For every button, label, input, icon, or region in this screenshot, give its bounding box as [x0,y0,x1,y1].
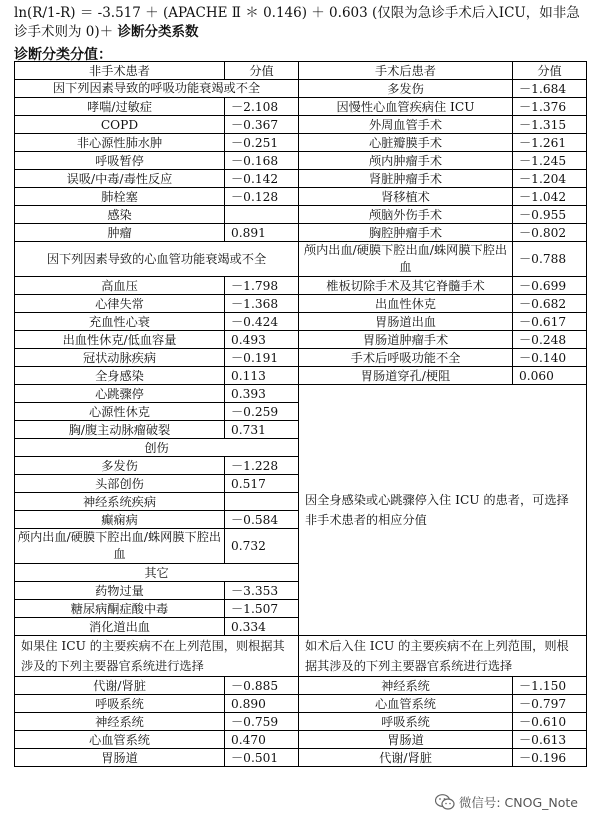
nonsurgical-score: －2.108 [225,98,299,116]
nonsurgical-score: 0.493 [225,331,299,349]
table-row [15,277,587,295]
table-row [15,152,587,170]
postsurgical-diagnosis: 椎板切除手术及其它脊髓手术 [299,277,513,295]
postsurgical-diagnosis: 因慢性心血管疾病住 ICU [299,98,513,116]
nonsurgical-score: －1.507 [225,600,299,618]
nonsurgical-score: 0.334 [225,618,299,636]
postsurgical-score: －0.613 [513,731,587,749]
table-row [15,188,587,206]
table-row [15,349,587,367]
nonsurgical-diagnosis: 肿瘤 [15,224,225,242]
nonsurgical-diagnosis: 头部创伤 [15,475,225,493]
postsurgical-diagnosis: 颅脑外伤手术 [299,206,513,224]
table-header-row [15,62,587,80]
postsurgical-score: －1.150 [513,677,587,695]
nonsurgical-diagnosis: 感染 [15,206,225,224]
table-row [15,331,587,349]
postsurgical-score: －1.042 [513,188,587,206]
nonsurgical-diagnosis: 冠状动脉疾病 [15,349,225,367]
nonsurgical-organ-system: 呼吸系统 [15,695,225,713]
nonsurgical-diagnosis: COPD [15,116,225,134]
nonsurgical-score: 0.731 [225,421,299,439]
postsurgical-score: －0.802 [513,224,587,242]
table-row [15,170,587,188]
nonsurgical-score: －0.191 [225,349,299,367]
table-row [15,116,587,134]
nonsurgical-score: －0.584 [225,511,299,529]
nonsurgical-score: －0.501 [225,749,299,767]
nonsurgical-score: －0.142 [225,170,299,188]
postsurgical-diagnosis: 胃肠道肿瘤手术 [299,331,513,349]
postsurgical-diagnosis: 出血性休克 [299,295,513,313]
nonsurgical-diagnosis: 呼吸暂停 [15,152,225,170]
postsurgical-diagnosis: 肾脏肿瘤手术 [299,170,513,188]
watermark-text: 微信号: CNOG_Note [458,795,578,810]
nonsurgical-organ-system: 神经系统 [15,713,225,731]
table-row [15,713,587,731]
nonsurgical-diagnosis: 全身感染 [15,367,225,385]
organ-system-note-left: 如果住 ICU 的主要疾病不在上列范围，则根据其涉及的下列主要器官系统进行选择 [15,636,299,677]
table-row [15,313,587,331]
nonsurgical-score: 0.732 [225,529,299,564]
nonsurgical-score: －1.368 [225,295,299,313]
organ-system-note-right: 如术后入住 ICU 的主要疾病不在上列范围，则根据其涉及的下列主要器官系统进行选择 [299,636,587,677]
nonsurgical-score: 0.890 [225,695,299,713]
table-row [15,242,587,277]
table-row [15,749,587,767]
formula-body: ln(R/1-R) ＝ -3.517 ＋ (APACHE Ⅱ ＊ 0.146) ＋ 0.603 (仅限为急诊手术后入ICU，如非急诊手术则为 0)＋ [14,5,580,40]
formula-text [14,4,584,42]
postsurgical-score: －1.245 [513,152,587,170]
nonsurgical-diagnosis: 药物过量 [15,582,225,600]
nonsurgical-diagnosis: 癫痫病 [15,511,225,529]
postsurgical-diagnosis: 胸腔肿瘤手术 [299,224,513,242]
postsurgical-diagnosis: 多发伤 [299,80,513,98]
nonsurgical-diagnosis: 哮喘/过敏症 [15,98,225,116]
formula-bold-tail: 诊断分类系数 [117,24,199,40]
nonsurgical-score: 0.113 [225,367,299,385]
nonsurgical-diagnosis: 心源性休克 [15,403,225,421]
postsurgical-diagnosis: 心脏瓣膜手术 [299,134,513,152]
nonsurgical-score: －0.251 [225,134,299,152]
nonsurgical-diagnosis: 高血压 [15,277,225,295]
nonsurgical-score: －0.128 [225,188,299,206]
nonsurgical-diagnosis: 消化道出血 [15,618,225,636]
postsurgical-organ-system: 胃肠道 [299,731,513,749]
nonsurgical-score [225,493,299,511]
section-heading: 诊断分类分值： [14,47,112,63]
category-heading-left: 因下列因素导致的呼吸功能衰竭或不全 [15,80,299,98]
nonsurgical-score: 0.393 [225,385,299,403]
nonsurgical-score: －0.885 [225,677,299,695]
postsurgical-diagnosis: 颅内出血/硬膜下腔出血/蛛网膜下腔出血 [299,242,513,277]
postsurgical-organ-system: 心血管系统 [299,695,513,713]
header-score-right: 分值 [513,62,587,80]
postsurgical-score: －0.617 [513,313,587,331]
postsurgical-organ-system: 神经系统 [299,677,513,695]
postsurgical-score: －1.261 [513,134,587,152]
nonsurgical-diagnosis: 心律失常 [15,295,225,313]
nonsurgical-diagnosis: 神经系统疾病 [15,493,225,511]
table-row [15,677,587,695]
nonsurgical-score: －0.367 [225,116,299,134]
nonsurgical-score: 0.470 [225,731,299,749]
diagnosis-score-table [14,61,587,767]
nonsurgical-diagnosis: 肺栓塞 [15,188,225,206]
postsurgical-score: －0.797 [513,695,587,713]
table-row [15,295,587,313]
postsurgical-organ-system: 呼吸系统 [299,713,513,731]
postsurgical-score: －1.315 [513,116,587,134]
table-row [15,224,587,242]
postsurgical-score: －0.955 [513,206,587,224]
table-row [15,695,587,713]
nonsurgical-score: 0.891 [225,224,299,242]
table-row [15,367,587,385]
nonsurgical-score: －0.759 [225,713,299,731]
header-nonsurgical: 非手术患者 [15,62,225,80]
postsurgical-diagnosis: 手术后呼吸功能不全 [299,349,513,367]
category-heading-left: 其它 [15,564,299,582]
postsurgical-diagnosis: 外周血管手术 [299,116,513,134]
nonsurgical-score: 0.517 [225,475,299,493]
table-row [15,134,587,152]
postsurgical-score: －0.699 [513,277,587,295]
postsurgical-score: －0.196 [513,749,587,767]
postsurgical-score: －1.376 [513,98,587,116]
category-heading-left: 创伤 [15,439,299,457]
nonsurgical-score: －3.353 [225,582,299,600]
postsurgical-diagnosis: 颅内肿瘤手术 [299,152,513,170]
wechat-icon [435,794,455,810]
table-row [15,80,587,98]
category-heading-left: 因下列因素导致的心血管功能衰竭或不全 [15,242,299,277]
table-row [15,98,587,116]
table-row [15,385,587,403]
postsurgical-organ-system: 代谢/肾脏 [299,749,513,767]
postsurgical-score: －0.248 [513,331,587,349]
nonsurgical-diagnosis: 误吸/中毒/毒性反应 [15,170,225,188]
watermark [435,793,578,811]
nonsurgical-organ-system: 代谢/肾脏 [15,677,225,695]
nonsurgical-diagnosis: 出血性休克/低血容量 [15,331,225,349]
nonsurgical-score: －0.259 [225,403,299,421]
postsurgical-score: 0.060 [513,367,587,385]
nonsurgical-score: －1.228 [225,457,299,475]
nonsurgical-organ-system: 胃肠道 [15,749,225,767]
nonsurgical-score: －1.798 [225,277,299,295]
nonsurgical-diagnosis: 心跳骤停 [15,385,225,403]
postsurgical-score: －0.682 [513,295,587,313]
postsurgical-score: －1.684 [513,80,587,98]
nonsurgical-diagnosis: 充血性心衰 [15,313,225,331]
nonsurgical-score: －0.168 [225,152,299,170]
nonsurgical-score: －0.424 [225,313,299,331]
postsurgical-score: －0.140 [513,349,587,367]
nonsurgical-organ-system: 心血管系统 [15,731,225,749]
postsurgical-note: 因全身感染或心跳骤停入住 ICU 的患者，可选择非手术患者的相应分值 [299,385,587,636]
nonsurgical-diagnosis: 糖尿病酮症酸中毒 [15,600,225,618]
header-score-left: 分值 [225,62,299,80]
postsurgical-diagnosis: 肾移植术 [299,188,513,206]
postsurgical-diagnosis: 胃肠道出血 [299,313,513,331]
postsurgical-score: －0.610 [513,713,587,731]
nonsurgical-diagnosis: 多发伤 [15,457,225,475]
postsurgical-diagnosis: 胃肠道穿孔/梗阻 [299,367,513,385]
table-row [15,206,587,224]
header-postsurgical: 手术后患者 [299,62,513,80]
nonsurgical-diagnosis: 胸/腹主动脉瘤破裂 [15,421,225,439]
nonsurgical-diagnosis: 非心源性肺水肿 [15,134,225,152]
nonsurgical-score [225,206,299,224]
postsurgical-score: －0.788 [513,242,587,277]
table-row [15,636,587,677]
table-row [15,731,587,749]
nonsurgical-diagnosis: 颅内出血/硬膜下腔出血/蛛网膜下腔出血 [15,529,225,564]
postsurgical-score: －1.204 [513,170,587,188]
